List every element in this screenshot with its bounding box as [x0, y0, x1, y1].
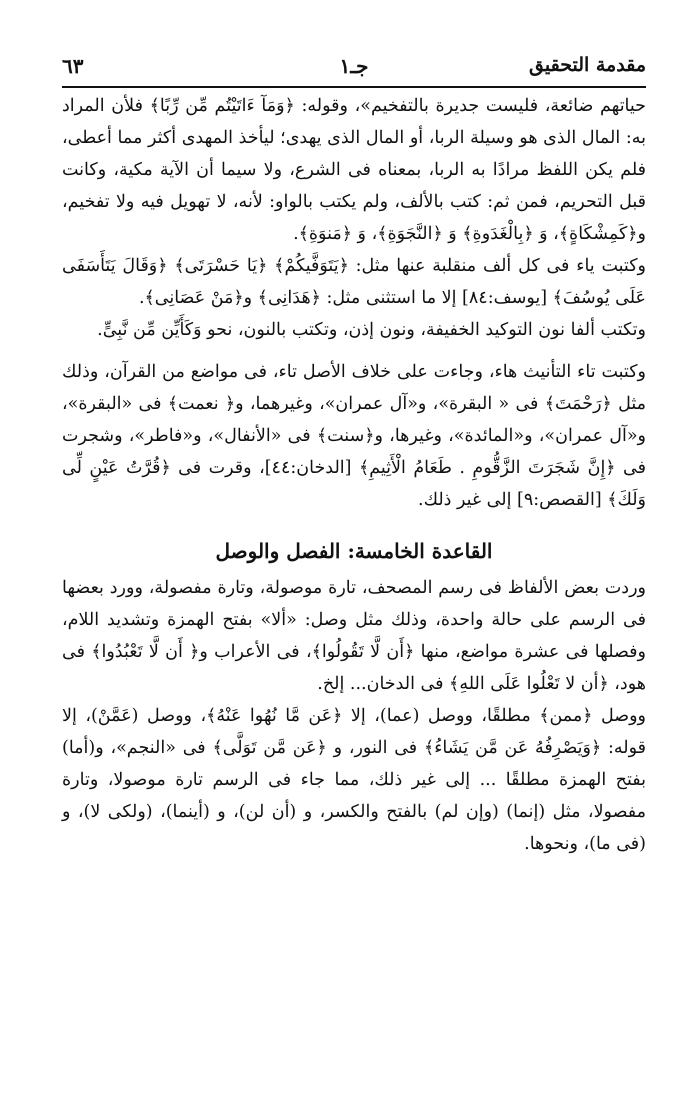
paragraph: وكتبت ياء فى كل ألف منقلبة عنها مثل: ﴿يَتَوَفَّيكُمْ﴾ ﴿يَا حَسْرَتَى﴾ ﴿وَقَالَ يَتَأَسَفَى عَلَى يُوسُفَ﴾ [يوسف:٨٤] إلا ما استثنى مثل: ﴿هَدَانِى﴾ و﴿مَنْ عَصَانِى﴾. — [62, 256, 646, 308]
section-heading: القاعدة الخامسة: الفصل والوصل — [215, 539, 493, 563]
page-number: ٦٣ — [62, 54, 84, 78]
paragraph: وردت بعض الألفاظ فى رسم المصحف، تارة موصولة، وتارة مفصولة، وورد بعضها فى الرسم على حالة واحدة، وذلك مثل وصل: «ألا» بفتح الهمزة وتشديد اللام، وفصلها فى عشرة مواضع، منها ﴿أَن لَّا تَقُولُوا﴾، فى الأعراب و﴿ أَن لَّا تَعْبُدُوا﴾ فى هود، ﴿أن لا تَعْلُوا عَلَى اللهِ﴾ فى الدخان... إلخ. — [62, 578, 646, 694]
page-header — [62, 50, 646, 84]
header-divider — [62, 86, 646, 88]
volume-label: جـ١ — [339, 54, 369, 78]
paragraph: حياتهم ضائعة، فليست جديرة بالتفخيم»، وقوله: ﴿وَمَآ ءَاتَيْتُم مِّن رِّبًا﴾ فلأن المراد به: المال الذى هو وسيلة الربا، أو المال الذى يهدى؛ ليأخذ المهدى أكثر مما أعطى، فلم يكن اللفظ مرادًا به الربا، بمعناه فى الشرع، ولا سيما أن الآية مكية، وكانت قبل التحريم، فمن ثم: كتب بالألف، ولم يكتب بالواو: لأنه، لا تهويل فيه ولا تفخيم، و﴿كَمِشْكَاةٍ﴾، وَ ﴿بِالْغَدَوةِ﴾ وَ ﴿النَّجَوَةِ﴾، وَ ﴿مَنوَةِ﴾. — [62, 96, 646, 244]
paragraph-gap — [62, 346, 646, 356]
paragraph: وتكتب ألفا نون التوكيد الخفيفة، ونون إذن، وتكتب بالنون، نحو وَكَأَيِّن مِّن نَّبِىٍّ. — [97, 320, 646, 340]
section-title: مقدمة التحقيق — [529, 54, 646, 76]
page-body — [62, 90, 646, 860]
paragraph: وكتبت تاء التأنيث هاء، وجاءت على خلاف الأصل تاء، فى مواضع من القرآن، وذلك مثل ﴿رَحْمَتَ﴾ فى « البقرة»، و«آل عمران»، وغيرهما، و﴿ نعمت﴾ فى «البقرة»، و«آل عمران»، و«المائدة»، وغيرها، و﴿سنت﴾ فى «الأنفال»، و«فاطر»، وشجرت فى ﴿إِنَّ شَجَرَتَ الزَّقُّومِ . طَعَامُ الْأَثِيمِ﴾ [الدخان:٤٤]، وقرت فى ﴿قُرَّتُ عَيْنٍ لِّى وَلَكَ﴾ [القصص:٩] إلى غير ذلك. — [62, 362, 646, 510]
paragraph: ووصل ﴿ممن﴾ مطلقًا، ووصل (عما)، إلا ﴿عَن مَّا نُهُوا عَنْهُ﴾، ووصل (عَمَّنْ)، إلا قوله: ﴿وَيَصْرِفُهُ عَن مَّن يَشَاءُ﴾ فى النور، و ﴿عَن مَّن تَوَلَّى﴾ فى «النجم»، و(أما) بفتح الهمزة مطلقًا ... إلى غير ذلك، مما جاء فى الرسم تارة موصولا، وتارة مفصولا، مثل (إنما) (وإن لم) بالفتح والكسر، و (أن لن)، و (أينما)، (ولكى لا)، و (فى ما)، ونحوها. — [62, 706, 646, 854]
